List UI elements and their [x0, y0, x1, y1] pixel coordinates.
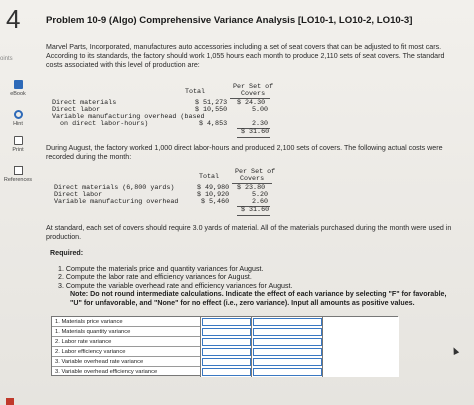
row-per-set: 2.30 — [252, 120, 269, 128]
blank-cell — [322, 347, 399, 357]
actual-cost-table — [54, 168, 279, 217]
flag-marker — [6, 398, 14, 405]
amount-cell — [200, 357, 251, 367]
problem-title: Problem 10-9 (Algo) Comprehensive Variance Analysis [LO10-1, LO10-2, LO10-3] — [46, 15, 413, 26]
row-label: Direct materials (6,800 yards) — [54, 184, 175, 192]
amount-cell — [200, 327, 251, 337]
blank-cell — [322, 337, 399, 347]
ebook-link[interactable] — [0, 80, 36, 97]
august-paragraph: During August, the factory worked 1,000 direct labor-hours and produced 2,100 sets of covers. The following actual costs were recorded during the month: — [46, 144, 443, 161]
row-per-set: $ 23.80 — [237, 184, 266, 192]
answer-row-label: 2. Labor rate variance — [55, 338, 112, 345]
answer-table — [51, 316, 398, 376]
book-icon — [14, 80, 23, 89]
row-total: $ 10,920 — [197, 191, 230, 199]
required-heading: Required: — [50, 249, 84, 257]
row-label: Variable manufacturing overhead (based — [52, 113, 205, 121]
blank-cell — [322, 317, 399, 327]
amount-input[interactable] — [202, 358, 251, 366]
col-header-total: Total — [185, 88, 206, 96]
col-header-per-set: Per Set of — [235, 168, 276, 176]
standard-material-paragraph: At standard, each set of covers should require 3.0 yards of material. All of the materials purchased during the month were used in production. — [46, 224, 452, 241]
effect-cell — [251, 317, 322, 327]
total-per-set: $ 31.60 — [241, 206, 270, 214]
row-total: $ 51,273 — [195, 99, 228, 107]
amount-cell — [200, 367, 251, 377]
effect-cell — [251, 327, 322, 337]
printer-icon — [14, 136, 23, 145]
answer-row-label: 2. Labor efficiency variance — [55, 348, 126, 355]
total-rule — [237, 137, 270, 138]
references-label: References — [3, 177, 33, 183]
ebook-label: eBook — [10, 91, 26, 97]
amount-input[interactable] — [202, 348, 251, 356]
amount-cell — [200, 337, 251, 347]
answer-row — [52, 327, 399, 337]
row-label: Variable manufacturing overhead — [54, 198, 179, 206]
row-per-set: 5.00 — [252, 106, 269, 114]
answer-row — [52, 367, 399, 377]
required-item: 1. Compute the materials price and quantity variances for August. — [58, 265, 264, 273]
row-per-set: 2.60 — [252, 198, 269, 206]
answer-row — [52, 347, 399, 357]
effect-select[interactable] — [253, 318, 322, 326]
print-label: Print — [12, 147, 24, 153]
total-rule — [237, 215, 270, 216]
amount-cell — [200, 317, 251, 327]
print-link[interactable] — [0, 136, 36, 153]
answer-row — [52, 357, 399, 367]
answer-row-label: 3. Variable overhead efficiency variance — [55, 368, 158, 375]
col-header-per-set: Per Set of — [233, 83, 274, 91]
answer-row-label: 3. Variable overhead rate variance — [55, 358, 144, 365]
effect-cell — [251, 357, 322, 367]
row-total: $ 5,460 — [201, 198, 230, 206]
amount-input[interactable] — [202, 318, 251, 326]
question-number: 4 — [6, 4, 21, 34]
intro-paragraph: Marvel Parts, Incorporated, manufactures auto accessories including a set of seat covers that can be adjusted to fit most cars. According to its standards, the factory should work 1,055 hours each month to produce 2,110 sets of seat covers. The standard costs associated with this level of production are: — [46, 43, 445, 69]
answer-row — [52, 317, 399, 327]
required-item: 3. Compute the variable overhead rate and efficiency variances for August. — [58, 281, 293, 290]
references-link[interactable] — [0, 166, 36, 183]
row-total: $ 4,853 — [199, 120, 228, 128]
amount-cell — [200, 347, 251, 357]
hint-icon — [14, 110, 23, 119]
effect-cell — [251, 347, 322, 357]
answer-row — [52, 337, 399, 347]
blank-cell — [322, 327, 399, 337]
amount-input[interactable] — [202, 368, 251, 376]
row-per-set: 5.20 — [252, 191, 269, 199]
col-header-covers: Covers — [241, 90, 266, 98]
row-label: Direct labor — [54, 191, 103, 199]
row-label: on direct labor-hours) — [52, 120, 149, 128]
total-per-set: $ 31.60 — [241, 128, 270, 136]
amount-input[interactable] — [202, 328, 251, 336]
document-icon — [14, 166, 23, 175]
points-label: oints — [0, 56, 13, 62]
row-per-set: $ 24.30 — [237, 99, 266, 107]
required-list — [58, 265, 453, 307]
effect-select[interactable] — [253, 358, 322, 366]
row-label: Direct materials — [52, 99, 117, 107]
blank-cell — [322, 367, 399, 377]
hint-label: Hint — [13, 121, 23, 127]
required-item: 2. Compute the labor rate and efficiency variances for August. — [58, 273, 252, 282]
row-label: Direct labor — [52, 106, 101, 114]
mouse-cursor-icon — [451, 346, 459, 355]
answer-row-label: 1. Materials quantity variance — [55, 328, 131, 335]
effect-select[interactable] — [253, 338, 322, 346]
row-total: $ 10,550 — [195, 106, 228, 114]
effect-select[interactable] — [253, 328, 322, 336]
col-header-total: Total — [199, 173, 220, 181]
answer-row-label: 1. Materials price variance — [55, 318, 123, 325]
effect-cell — [251, 367, 322, 377]
effect-cell — [251, 337, 322, 347]
col-header-covers: Covers — [240, 175, 265, 183]
effect-select[interactable] — [253, 368, 322, 376]
blank-cell — [322, 357, 399, 367]
required-note: Note: Do not round intermediate calculations. Indicate the effect of each variance by selecting "F" for favorable, "U" for unfavorable, and "None" for no effect (i.e., zero variance). Input all amounts as positive values. — [70, 290, 447, 307]
effect-select[interactable] — [253, 348, 322, 356]
row-total: $ 49,980 — [197, 184, 230, 192]
hint-link[interactable] — [0, 110, 36, 127]
amount-input[interactable] — [202, 338, 251, 346]
standard-cost-table — [52, 83, 277, 140]
